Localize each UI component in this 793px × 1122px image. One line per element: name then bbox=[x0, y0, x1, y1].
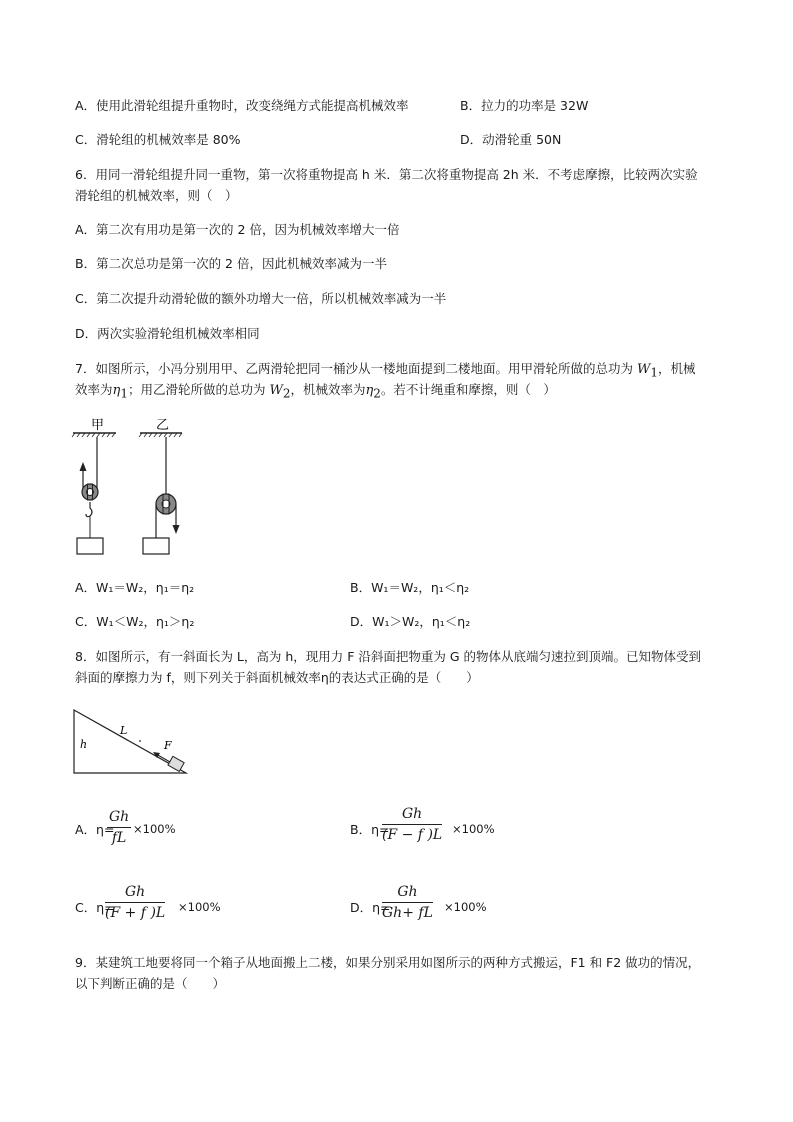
q8-stem-line2: 斜面的摩擦力为 f，则下列关于斜面机械效率η的表达式正确的是（ ） bbox=[75, 670, 479, 685]
q8-option-d-percent: ×100% bbox=[444, 900, 487, 914]
q9-stem-line2: 以下判断正确的是（ ） bbox=[75, 976, 226, 991]
q5-option-a: A．使用此滑轮组提升重物时，改变绕绳方式能提高机械效率 bbox=[75, 98, 409, 113]
q6-stem-line1: 6．用同一滑轮组提升同一重物，第一次将重物提高 h 米．第二次将重物提高 2h 米．不考虑摩擦，比较两次实验 bbox=[75, 167, 698, 182]
q7-option-d: D．W₁＞W₂，η₁＜η₂ bbox=[350, 614, 471, 629]
q8-option-b-label: B．η= bbox=[350, 822, 390, 837]
q5-option-c: C．滑轮组的机械效率是 80% bbox=[75, 132, 241, 147]
q6-option-c: C．第二次提升动滑轮做的额外功增大一倍，所以机械效率减为一半 bbox=[75, 291, 447, 306]
q8-option-c-percent: ×100% bbox=[178, 900, 221, 914]
svg-text:F: F bbox=[164, 739, 172, 752]
pulley-figure bbox=[70, 412, 200, 562]
q6-option-d: D．两次实验滑轮组机械效率相同 bbox=[75, 326, 260, 341]
q6-option-b: B．第二次总功是第一次的 2 倍，因此机械效率减为一半 bbox=[75, 256, 387, 271]
q8-option-d-fraction: Gh Gh+ fL bbox=[382, 884, 433, 921]
q7-stem-line2: 效率为$\eta_1$；用乙滑轮所做的总功为 $W_2$，机械效率为$\eta_2$。若不计绳重和摩擦，则（ ） bbox=[75, 382, 556, 401]
q8-option-b-fraction: Gh (F − f )L bbox=[382, 806, 443, 843]
q7-option-a: A．W₁＝W₂，η₁＝η₂ bbox=[75, 580, 195, 595]
q7-stem-line1: 7．如图所示，小冯分别用甲、乙两滑轮把同一桶沙从一楼地面提到二楼地面。用甲滑轮所做的总功为 $W_1$，机械 bbox=[75, 361, 696, 380]
q7-option-c: C．W₁＜W₂，η₁＞η₂ bbox=[75, 614, 195, 629]
q8-option-a-fraction: Gh fL bbox=[109, 809, 130, 846]
q8-option-a-percent: ×100% bbox=[133, 822, 176, 836]
label-jia: 甲 bbox=[91, 418, 105, 433]
incline-figure bbox=[70, 706, 195, 778]
q5-option-d: D．动滑轮重 50N bbox=[460, 132, 562, 147]
svg-text:L: L bbox=[120, 724, 128, 737]
q6-stem-line2: 滑轮组的机械效率，则（ ） bbox=[75, 188, 238, 203]
q8-option-d-label: D．η= bbox=[350, 900, 391, 915]
q8-option-c-fraction: Gh (F + f )L bbox=[105, 884, 166, 921]
label-yi: 乙 bbox=[156, 418, 170, 433]
q8-stem-line1: 8．如图所示，有一斜面长为 L，高为 h，现用力 F 沿斜面把物重为 G 的物体从底端匀速拉到顶端。已知物体受到 bbox=[75, 649, 702, 664]
q5-option-b: B．拉力的功率是 32W bbox=[460, 98, 589, 113]
q7-option-b: B．W₁＝W₂，η₁＜η₂ bbox=[350, 580, 470, 595]
q8-option-b-percent: ×100% bbox=[452, 822, 495, 836]
q8-option-a-label: A．η= bbox=[75, 822, 115, 837]
q9-stem-line1: 9．某建筑工地要将同一个箱子从地面搬上二楼，如果分别采用如图所示的两种方式搬运，F1 和 F2 做功的情况， bbox=[75, 955, 701, 970]
q8-option-c-label: C．η= bbox=[75, 900, 115, 915]
q6-option-a: A．第二次有用功是第一次的 2 倍，因为机械效率增大一倍 bbox=[75, 222, 400, 237]
svg-text:h: h bbox=[80, 738, 88, 751]
